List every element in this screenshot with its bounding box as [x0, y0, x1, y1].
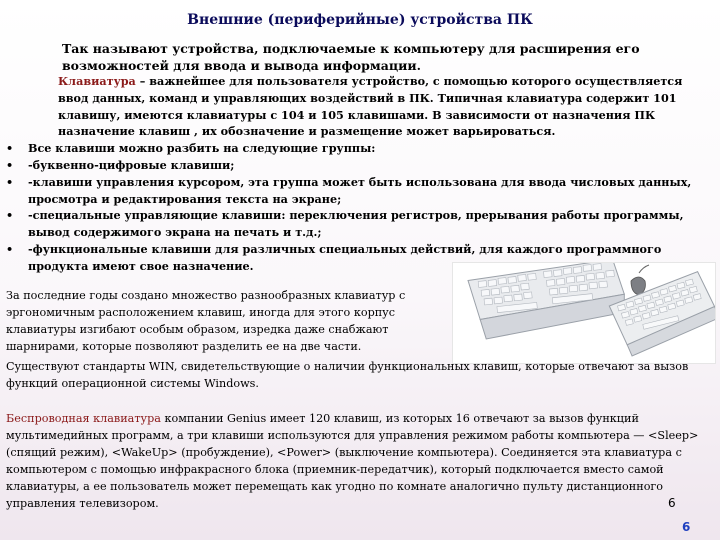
win-standards-paragraph: Существуют стандарты WIN, свидетельствующие о наличии функциональных клавиш, которые отвечают за вызов функций операционной системы Windows.: [6, 360, 689, 390]
mouse-image: [631, 265, 649, 295]
page-number-inline: 6: [668, 496, 676, 510]
bullet-icon: •: [6, 174, 14, 189]
keyboard-term: Клавиатура: [58, 74, 136, 88]
bullet-icon: •: [6, 241, 14, 256]
intro-paragraph: [28, 40, 688, 74]
ergonomic-keyboards-paragraph: За последние годы создано множество разнообразных клавиатур с эргономичным расположением клавиш, иногда для этого корпус клавиатуры изгибают особым образом, изредка даже снабжают шарнирами, которые позволяют разделить ее на две части.: [6, 289, 406, 353]
list-item: [6, 174, 706, 208]
bullet-icon: •: [6, 141, 14, 156]
bullet-icon: •: [6, 157, 14, 172]
ergonomic-keyboard-image: [467, 263, 627, 340]
bullet-text: -буквенно-цифровые клавиши;: [28, 157, 235, 172]
slide-title: Внешние (периферийные) устройства ПК: [187, 12, 533, 28]
keyboards-photo: [452, 262, 716, 364]
wireless-keyboard-image: [606, 269, 715, 358]
intro-text: Так называют устройства, подключаемые к компьютеру для расширения его возможностей для ввода и вывода информации.: [62, 41, 640, 73]
list-item: [6, 140, 706, 157]
bullet-icon: •: [6, 208, 14, 223]
keyboard-definition-text: – важнейшее для пользователя устройство, с помощью которого осуществляется ввод данных, команд и управляющих воздействий в ПК. Типичная клавиатура содержит 101 клавишу, имеются клавиатуры с 104 и 105 клавишами. В зависимости от назначения ПК назначение клавиш , их обозначение и размещение может варьироваться.: [58, 74, 683, 139]
wireless-keyboard-text: компании Genius имеет 120 клавиш, из которых 16 отвечают за вызов функций мультимедийных программ, а три клавиши используются для управления режимом работы компьютера — <Sleep> (спящий режим), <WakeUp> (пробуждение), <Power> (выключение компьютера). Соединяется эта клавиатура с компьютером с помощью инфракрасного блока (приемник-передатчик), который подключается вместо самой клавиатуры, а ее пользователь может перемещать как угодно по комнате аналогично пульту дистанционного управления телевизором.: [6, 412, 699, 510]
keyboard-illustration: [453, 263, 715, 363]
wireless-keyboard-paragraph: [6, 410, 706, 512]
bullet-text: Все клавиши можно разбить на следующие группы:: [28, 141, 376, 156]
bullet-text: -клавиши управления курсором, эта группа может быть использована для ввода числовых данных, просмотра и редактирования текста на экране;: [28, 174, 692, 206]
list-item: [6, 157, 706, 174]
keyboard-section: [6, 73, 706, 275]
wireless-keyboard-term: Беспроводная клавиатура: [6, 412, 161, 425]
keyboard-definition: [6, 73, 706, 140]
bullet-text: -специальные управляющие клавиши: переключения регистров, прерывания работы программы, вывод содержимого экрана на печать и т.д.;: [28, 208, 684, 240]
page-number-corner: 6: [682, 520, 691, 534]
list-item: [6, 207, 706, 241]
bullet-text: -функциональные клавиши для различных специальных действий, для каждого программного продукта имеют свое назначение.: [28, 241, 662, 273]
